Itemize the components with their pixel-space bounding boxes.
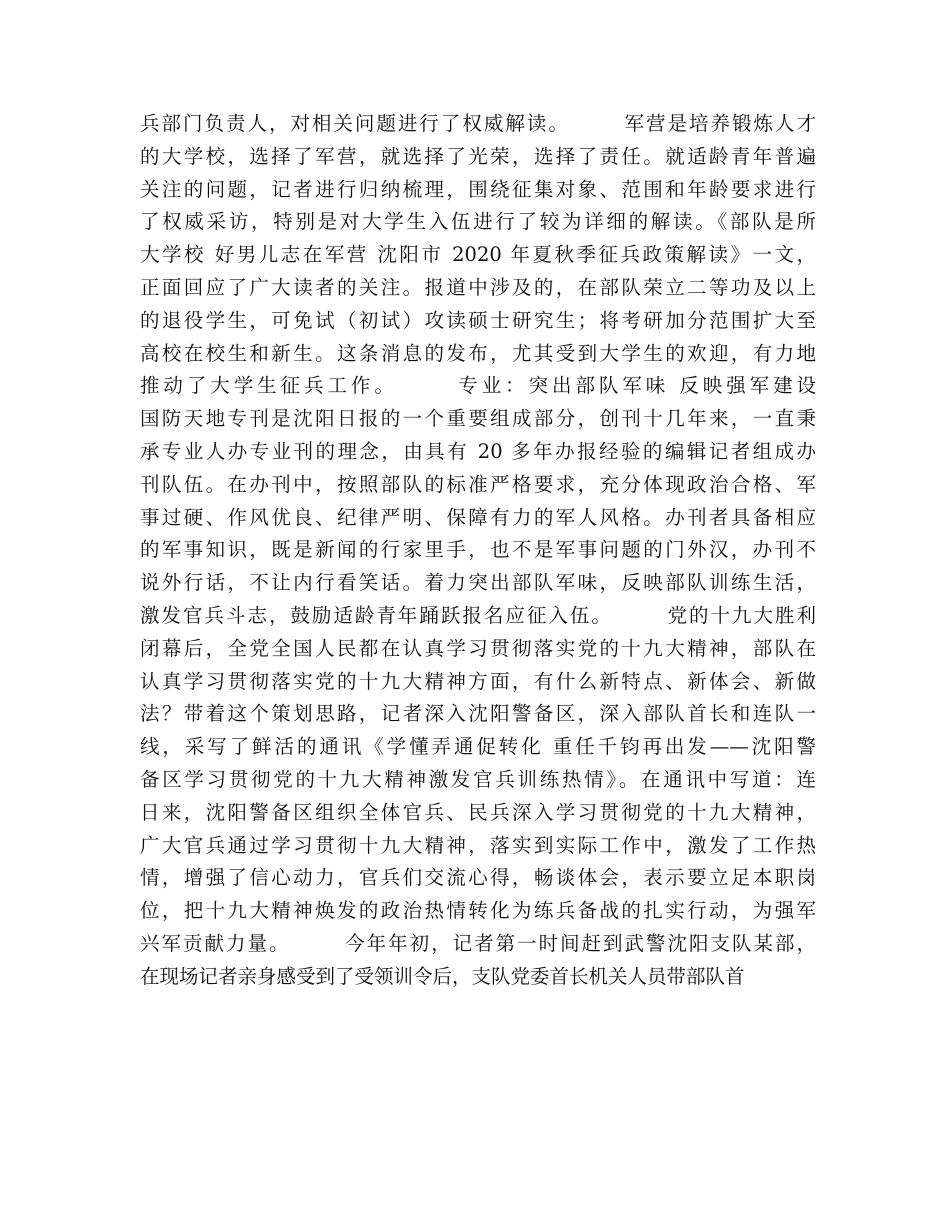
text-line: 推动了大学生征兵工作。 专业：突出部队军味 反映强军建设 <box>140 374 816 398</box>
text-line: 承专业人办专业刊的理念，由具有 20 多年办报经验的编辑记者组成办 <box>140 439 816 463</box>
text-line: 正面回应了广大读者的关注。报道中涉及的，在部队荣立二等功及以上 <box>140 275 816 299</box>
text-line: 兵部门负责人，对相关问题进行了权威解读。 军营是培养锻炼人才 <box>140 112 816 135</box>
text-line: 的军事知识，既是新闻的行家里手，也不是军事问题的门外汉，办刊不 <box>140 538 816 562</box>
text-line: 位，把十九大精神焕发的政治热情转化为练兵备战的扎实行动，为强军 <box>140 899 816 923</box>
text-line: 国防天地专刊是沈阳日报的一个重要组成部分，创刊十几年来，一直秉 <box>140 407 816 431</box>
text-line: 说外行话，不让内行看笑话。着力突出部队军味，反映部队训练生活， <box>140 571 816 595</box>
text-line: 备区学习贯彻党的十九大精神激发官兵训练热情》。在通讯中写道：连 <box>140 767 816 791</box>
text-line: 法？带着这个策划思路，记者深入沈阳警备区，深入部队首长和连队一 <box>140 702 816 726</box>
article-body <box>140 108 816 994</box>
text-line: 广大官兵通过学习贯彻十九大精神，落实到实际工作中，激发了工作热 <box>140 833 816 857</box>
text-line: 高校在校生和新生。这条消息的发布，尤其受到大学生的欢迎，有力地 <box>140 341 816 365</box>
text-line: 激发官兵斗志，鼓励适龄青年踊跃报名应征入伍。 党的十九大胜利 <box>140 603 816 627</box>
text-line: 情，增强了信心动力，官兵们交流心得，畅谈体会，表示要立足本职岗 <box>140 866 816 890</box>
text-line: 日来，沈阳警备区组织全体官兵、民兵深入学习贯彻党的十九大精神， <box>140 800 816 824</box>
text-line: 的退役学生，可免试（初试）攻读硕士研究生；将考研加分范围扩大至 <box>140 308 816 332</box>
text-line: 刊队伍。在办刊中，按照部队的标准严格要求，充分体现政治合格、军 <box>140 472 816 496</box>
text-line: 关注的问题，记者进行归纳梳理，围绕征集对象、范围和年龄要求进行 <box>140 177 816 201</box>
text-line: 兴军贡献力量。 今年年初，记者第一时间赶到武警沈阳支队某部， <box>140 931 816 955</box>
text-line: 线，采写了鲜活的通讯《学懂弄通促转化 重任千钧再出发——沈阳警 <box>140 735 816 759</box>
text-line: 大学校 好男儿志在军营 沈阳市 2020 年夏秋季征兵政策解读》一文， <box>140 243 816 267</box>
text-line: 了权威采访，特别是对大学生入伍进行了较为详细的解读。《部队是所 <box>140 210 816 234</box>
text-line: 在现场记者亲身感受到了受领训令后，支队党委首长机关人员带部队首 <box>140 964 745 988</box>
text-line: 闭幕后，全党全国人民都在认真学习贯彻落实党的十九大精神，部队在 <box>140 636 816 660</box>
text-line: 事过硬、作风优良、纪律严明、保障有力的军人风格。办刊者具备相应 <box>140 505 816 529</box>
text-line: 认真学习贯彻落实党的十九大精神方面，有什么新特点、新体会、新做 <box>140 669 816 693</box>
text-line: 的大学校，选择了军营，就选择了光荣，选择了责任。就适龄青年普遍 <box>140 144 816 168</box>
